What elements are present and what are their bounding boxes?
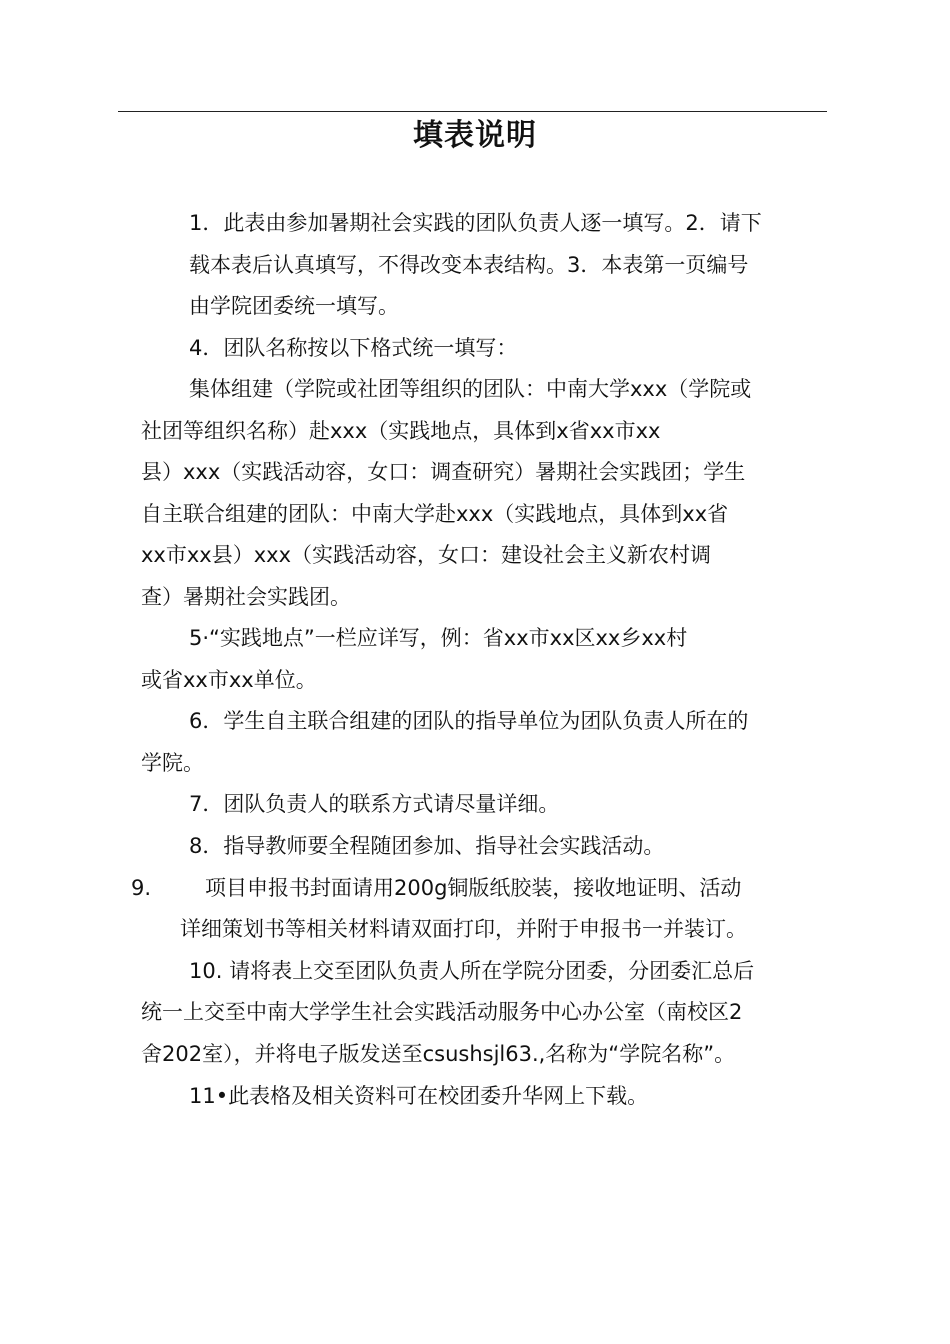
text-line-14: 学院。 <box>141 751 204 775</box>
text-line-8: 自主联合组建的团队：中南大学赴xxx（实践地点，具体到xx省 <box>141 502 729 526</box>
text-line-21: 舍202室），并将电子版发送至csushsjl63.,名称为“学院名称”。 <box>141 1042 736 1066</box>
text-line-18: 详细策划书等相关材料请双面打印，并附于申报书一并装订。 <box>180 917 747 941</box>
text-line-16: 8．指导教师要全程随团参加、指导社会实践活动。 <box>189 834 665 858</box>
text-line-7: 县）xxx（实践活动容，女口：调查研究）暑期社会实践团；学生 <box>141 460 746 484</box>
text-line-12: 或省xx市xx单位。 <box>141 668 317 692</box>
text-line-5: 集体组建（学院或社团等组织的团队：中南大学xxx（学院或 <box>189 377 752 401</box>
text-line-9: xx市xx县）xxx（实践活动容，女口：建设社会主义新农村调 <box>141 543 711 567</box>
text-line-3: 由学院团委统一填写。 <box>189 294 399 318</box>
text-line-4: 4．团队名称按以下格式统一填写： <box>189 336 518 360</box>
text-line-15: 7．团队负责人的联系方式请尽量详细。 <box>189 792 560 816</box>
text-line-2: 载本表后认真填写，不得改变本表结构。3．本表第一页编号 <box>189 253 749 277</box>
text-line-13: 6．学生自主联合组建的团队的指导单位为团队负责人所在的 <box>189 709 749 733</box>
text-line-22: 11•此表格及相关资料可在校团委升华网上下载。 <box>189 1084 649 1108</box>
page-title: 填表说明 <box>413 118 537 153</box>
top-rule <box>118 111 827 112</box>
text-line-20: 统一上交至中南大学学生社会实践活动服务中心办公室（南校区2 <box>141 1000 743 1024</box>
text-line-17: 项目申报书封面请用200g铜版纸胶装，接收地证明、活动 <box>205 876 742 900</box>
text-line-1: 1．此表由参加暑期社会实践的团队负责人逐一填写。2．请下 <box>189 211 762 235</box>
item-9-number: 9. <box>131 876 152 900</box>
text-line-19: 10. 请将表上交至团队负责人所在学院分团委，分团委汇总后 <box>189 959 755 983</box>
text-line-6: 社团等组织名称）赴xxx（实践地点，具体到x省xx市xx <box>141 419 661 443</box>
text-line-10: 查）暑期社会实践团。 <box>141 585 351 609</box>
text-line-11: 5·“实践地点”一栏应详写，例：省xx市xx区xx乡xx村 <box>189 626 688 650</box>
